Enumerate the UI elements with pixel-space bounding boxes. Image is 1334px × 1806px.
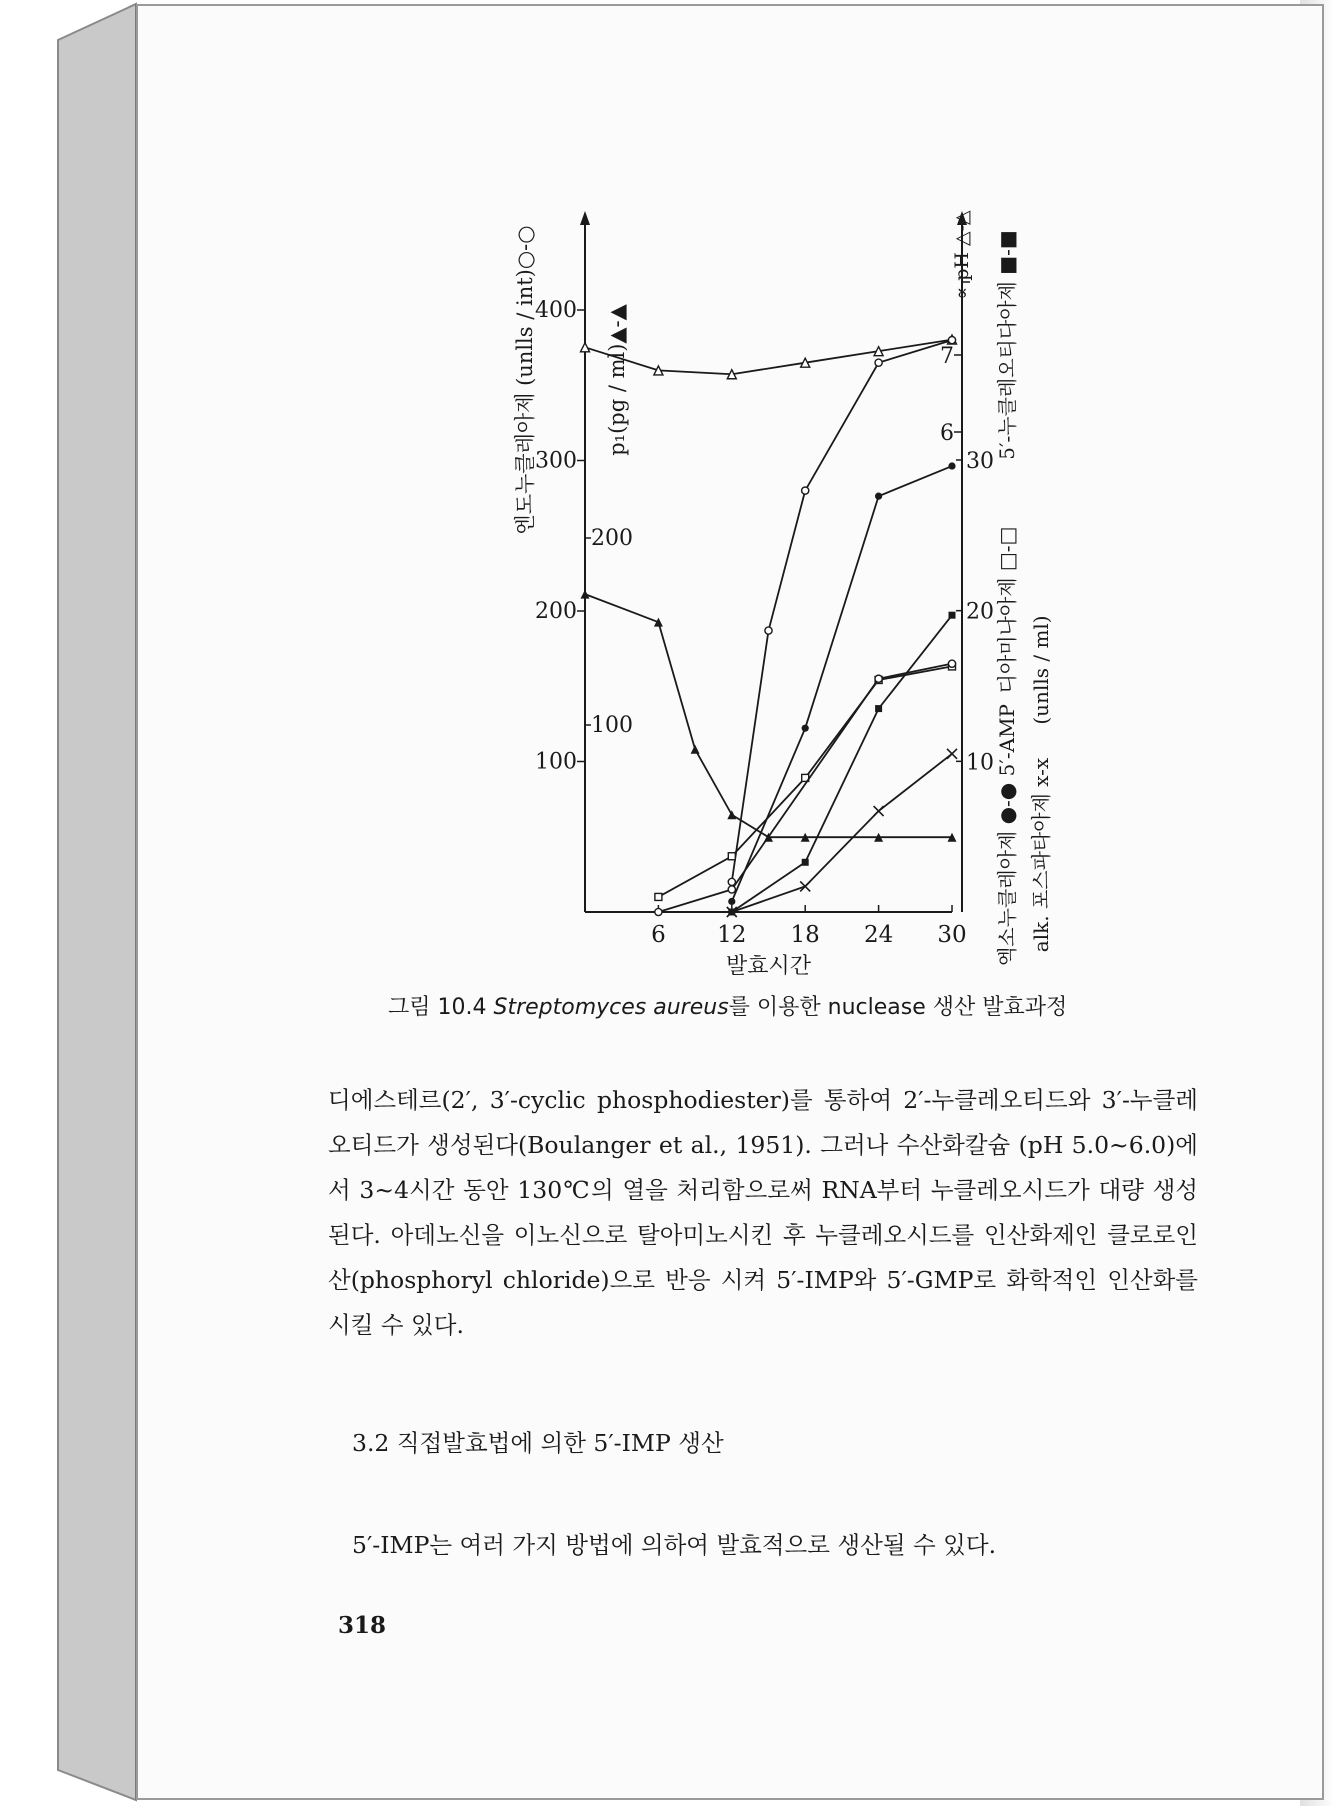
right-inner-axis-label: ∝ pH △-△ — [951, 210, 973, 300]
figure-caption: 그림 10.4 Streptomyces aureus를 이용한 nuclease 생산 발효과정 — [388, 995, 1068, 1020]
right-outer-label-4: (unlls / ml) — [1029, 615, 1053, 725]
data-point — [802, 859, 809, 866]
left-inner-axis-label: p₁(pg / ml)▲-▲ — [605, 304, 629, 456]
right-middle-tick-label: 20 — [966, 599, 994, 625]
chart-axes — [577, 211, 970, 912]
data-point — [948, 462, 955, 469]
right-outer-label-3: 엑소누클레아제 ●-● 5′-AMP — [995, 703, 1019, 967]
data-point — [800, 881, 810, 891]
x-tick-label: 24 — [863, 922, 894, 948]
left-inner-tick-label: 100 — [591, 713, 633, 738]
data-point — [655, 908, 662, 915]
left-inner-tick-label: 200 — [591, 526, 633, 551]
data-point — [947, 749, 957, 759]
chart-labels — [513, 210, 1053, 979]
right-outer-label-5: alk. 포스파타아제 x-x — [1029, 757, 1053, 953]
x-tick-label: 18 — [790, 922, 820, 948]
data-point — [875, 675, 882, 682]
paragraph-2: 5′-IMP는 여러 가지 방법에 의하여 발효적으로 생산될 수 있다. — [352, 1531, 997, 1559]
data-point — [691, 745, 700, 754]
data-point — [728, 886, 735, 893]
data-point — [728, 898, 735, 905]
right-outer-label-2: 디아미나아제 □-□ — [995, 526, 1019, 694]
data-point — [728, 853, 735, 860]
data-point — [875, 705, 882, 712]
series-line — [732, 754, 952, 912]
data-point — [727, 810, 736, 819]
section-heading: 3.2 직접발효법에 의한 5′-IMP 생산 — [352, 1429, 724, 1457]
series-line — [732, 466, 952, 901]
data-point — [948, 660, 955, 667]
left-outer-tick-label: 400 — [535, 298, 577, 323]
left-outer-tick-label: 200 — [535, 599, 577, 624]
right-inner-tick-label: 6 — [940, 421, 954, 446]
right-middle-tick-label: 10 — [966, 750, 994, 776]
data-point — [654, 618, 663, 627]
body-paragraph — [328, 1078, 1198, 1348]
chart-series-layer — [581, 335, 958, 917]
paragraph-1: 디에스테르(2′, 3′-cyclic phosphodiester)를 통하여 2′-누클레오티드와 3′-누클레오티드가 생성된다(Boulanger et al., 1951). 그러나 수산화칼슘 (pH 5.0~6.0)에서 3~4시간 동안 130℃의 열을 처리함으로써 RNA부터 누클레오시드가 대량 생성된다. 아데노신을 이노신으로 탈아미노시킨 후 누클레오시드를 인산화제인 클로로인산(phosphoryl chloride)으로 반응 시켜 5′-IMP와 5′-GMP로 화학적인 인산화를 시킬 수 있다. — [328, 1086, 1198, 1339]
data-point — [581, 343, 590, 352]
data-point — [875, 493, 882, 500]
x-axis-label: 발효시간 — [725, 954, 812, 979]
data-point — [875, 359, 882, 366]
left-axis-arrow — [580, 211, 590, 225]
data-point — [802, 487, 809, 494]
page-number: 318 — [338, 1612, 387, 1639]
left-outer-tick-label: 300 — [535, 448, 577, 474]
data-point — [874, 806, 884, 816]
right-inner-tick-label: 7 — [940, 344, 954, 369]
data-point — [949, 612, 956, 619]
x-tick-label: 12 — [717, 922, 747, 948]
data-point — [948, 337, 955, 344]
right-middle-tick-label: 30 — [966, 449, 994, 474]
x-tick-label: 6 — [651, 922, 666, 948]
data-point — [581, 590, 590, 599]
left-outer-tick-label: 100 — [535, 749, 577, 775]
right-outer-label-1: 5′-누클레오티다아제 ■-■ — [995, 230, 1019, 460]
left-outer-axis-label: 엔도누클레아제 (unlls / int)○-○ — [513, 225, 537, 535]
data-point — [802, 725, 809, 732]
data-point — [765, 627, 772, 634]
data-point — [655, 893, 662, 900]
x-tick-label: 30 — [937, 922, 967, 948]
